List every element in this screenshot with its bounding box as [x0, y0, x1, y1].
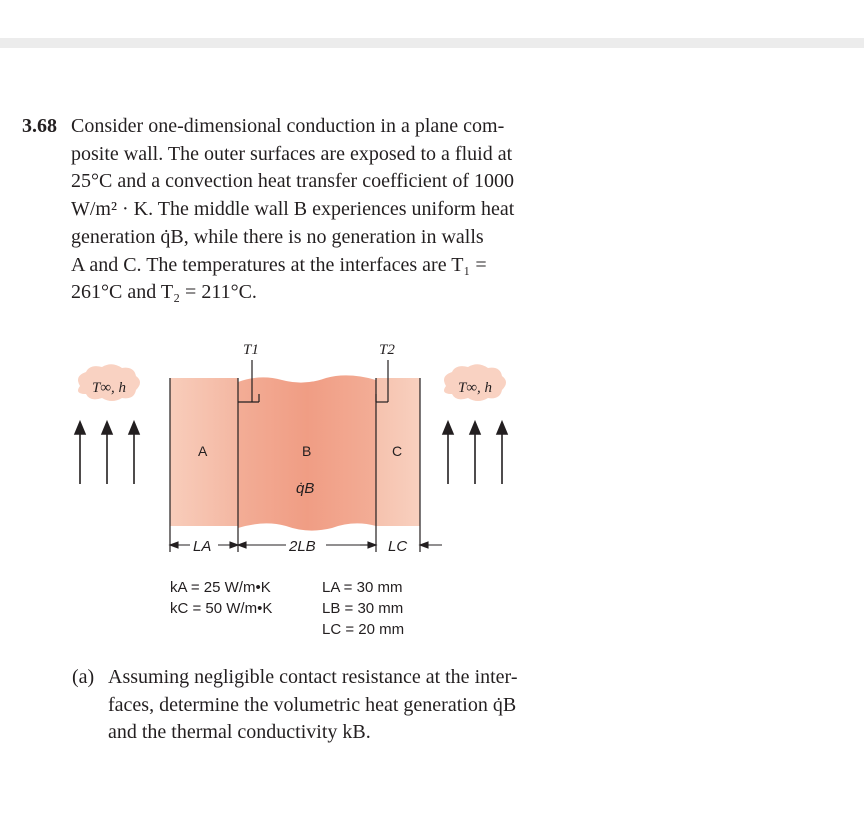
flow-arrows-left-icon: [75, 422, 139, 484]
prop-kc: kC = 50 W/m•K: [170, 600, 273, 617]
prop-lc: LC = 20 mm: [322, 621, 405, 638]
prop-lb: LB = 30 mm: [322, 600, 404, 617]
top-band: [0, 38, 864, 48]
part-a: [72, 664, 592, 747]
problem-line: W/m² · K. The middle wall B experiences uniform heat: [71, 198, 515, 221]
part-a-line: and the thermal conductivity kB.: [108, 721, 371, 744]
composite-wall-figure: [60, 330, 560, 650]
problem-line: posite wall. The outer surfaces are exposed to a fluid at: [71, 142, 513, 165]
part-a-line: faces, determine the volumetric heat generation q̇B: [108, 693, 517, 716]
problem-line: Consider one-dimensional conduction in a plane com-: [71, 115, 505, 137]
flow-arrows-right-icon: [443, 422, 507, 484]
dim-a-label: LA: [193, 538, 212, 555]
prop-la: LA = 30 mm: [322, 579, 403, 596]
problem-line: generation q̇B, while there is no generation in walls: [71, 225, 484, 248]
wall-c-label: C: [392, 443, 403, 459]
wall-b-generation: q̇B: [296, 480, 315, 497]
interface-2-label: T2: [379, 342, 395, 358]
problem-line: 261°C and T₂ = 211°C.: [71, 281, 257, 304]
problem-text: [71, 113, 582, 307]
composite-wall-diagram: [60, 330, 560, 650]
dim-c-label: LC: [388, 538, 408, 555]
part-a-label: (a): [72, 666, 95, 688]
problem-line: A and C. The temperatures at the interfaces are T₁ =: [71, 253, 487, 276]
wall-a-label: A: [198, 443, 208, 459]
part-a-text: [108, 664, 592, 747]
prop-ka: kA = 25 W/m•K: [170, 579, 271, 596]
fluid-right-label: T∞, h: [458, 380, 493, 396]
dim-b-label: 2LB: [289, 538, 316, 555]
problem-number: 3.68: [22, 115, 57, 137]
interface-1-label: T1: [243, 342, 259, 358]
problem-statement: [22, 113, 582, 307]
part-a-line: Assuming negligible contact resistance at the inter-: [108, 666, 518, 688]
fluid-left-label: T∞, h: [92, 380, 127, 396]
problem-line: 25°C and a convection heat transfer coefficient of 1000: [71, 170, 515, 193]
wall-b-label: B: [302, 443, 312, 459]
